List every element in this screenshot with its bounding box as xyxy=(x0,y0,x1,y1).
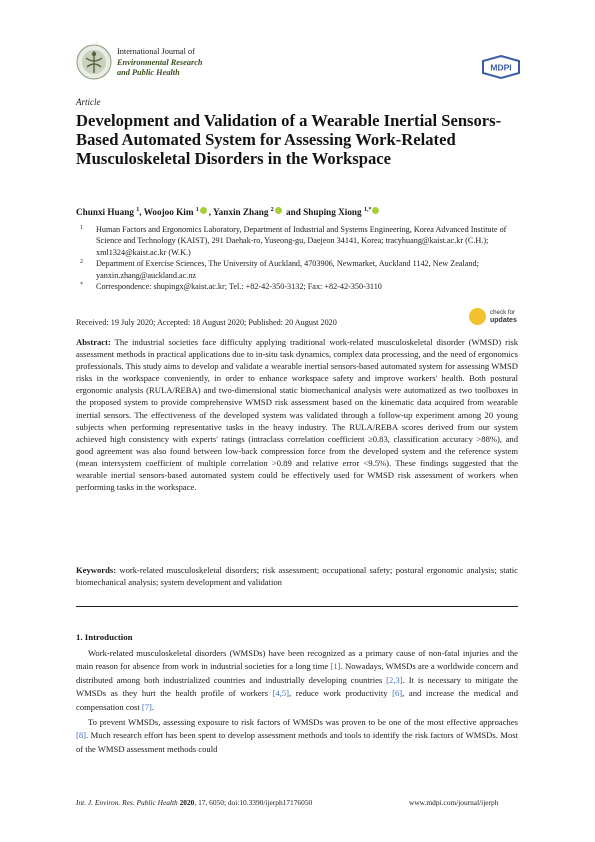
affiliation-number: 2 xyxy=(80,259,83,266)
journal-name-line2: Environmental Research xyxy=(117,57,203,67)
paragraph-text: Work-related musculoskeletal disorders (WMSDs) have been recognized as a primary cause of non-fatal injuries and the main reason for absence from work in industrial societies for a long time xyxy=(76,648,518,672)
orcid-icon[interactable] xyxy=(372,207,379,214)
section-divider xyxy=(76,606,518,607)
author-name[interactable]: Shuping Xiong xyxy=(303,207,362,218)
author-affil-sup: 1 xyxy=(195,207,199,213)
affiliation-number: 1 xyxy=(80,225,83,231)
footer-url[interactable]: www.mdpi.com/journal/ijerph xyxy=(409,798,499,807)
citation-link[interactable]: [8] xyxy=(76,730,87,741)
paragraph-text: . xyxy=(151,701,155,712)
journal-logo-icon xyxy=(76,44,112,80)
keywords-label: Keywords: xyxy=(76,565,117,575)
orcid-icon[interactable] xyxy=(200,207,207,214)
author-affil-sup: 1,* xyxy=(363,207,372,213)
author-separator: , xyxy=(139,207,142,218)
keywords xyxy=(76,564,518,588)
paragraph xyxy=(76,716,518,756)
check-updates-line2: updates xyxy=(490,317,517,324)
affiliations xyxy=(80,224,525,292)
author-name[interactable]: Yanxin Zhang xyxy=(213,207,269,218)
citation-link[interactable]: [2,3] xyxy=(386,674,403,685)
check-updates-line1: check for xyxy=(490,309,516,316)
affiliation-item xyxy=(80,224,525,258)
paragraph xyxy=(76,647,518,714)
citation-link[interactable]: [6] xyxy=(392,688,403,699)
introduction-body xyxy=(76,647,518,758)
paragraph-text: , reduce work productivity xyxy=(289,688,393,699)
author-name[interactable]: Chunxi Huang xyxy=(76,207,134,218)
citation-link[interactable]: [4,5] xyxy=(272,688,290,699)
correspondence-text: Correspondence: shupingx@kaist.ac.kr; Tel.: +82-42-350-3132; Fax: +82-42-350-3110 xyxy=(96,282,382,292)
abstract-label: Abstract: xyxy=(76,337,111,347)
footer-citation xyxy=(76,798,312,807)
author-affil-sup: 1 xyxy=(136,207,140,213)
article-type: Article xyxy=(76,97,101,107)
footer-year: 2020 xyxy=(179,798,195,807)
paragraph-text: To prevent WMSDs, assessing exposure to risk factors of WMSDs was proven to be one of the most effective approaches xyxy=(88,717,518,728)
paragraph-text: . Nowadays, WMSDs are a worldwide concern and distributed among both industrialized countries and industrially developing countries xyxy=(76,661,519,685)
affiliation-text: Human Factors and Ergonomics Laboratory, Department of Industrial and Systems Engineering, Korea Advanced Institute of Science and Technology (KAIST), 291 Daehak-ro, Yuseong-gu, Daejeon 34141, Korea; tracyhuang@kaist.ac.kr (C.H.); xml1324@kaist.ac.kr (W.K.) xyxy=(96,225,507,257)
keywords-text: work-related musculoskeletal disorders; risk assessment; occupational safety; postural ergonomic analysis; static biomechanical analysis; system development and validation xyxy=(76,565,518,588)
journal-name xyxy=(117,47,203,79)
author-affil-sup: 2 xyxy=(270,207,274,213)
author-list xyxy=(76,207,381,217)
section-heading: 1. Introduction xyxy=(76,632,133,642)
footer-volume-doi[interactable]: , 17, 6050; doi:10.3390/ijerph17176050 xyxy=(194,798,313,807)
paragraph-text: . It is necessary to mitigate the WMSDs as they hurt the health profile of workers xyxy=(76,674,518,699)
paper-title: Development and Validation of a Wearable Inertial Sensors-Based Automated System for Assessing Work-Related Musculoskeletal Disorders in the Workspace xyxy=(76,111,502,168)
affiliation-number: * xyxy=(80,282,83,289)
paragraph-text: . Much research effort has been spent to develop assessment methods and tools to identify the risk factors of WMSDs. Most of the WMSD assessment methods could xyxy=(76,730,518,754)
affiliation-item xyxy=(80,258,525,281)
journal-name-line1: International Journal of xyxy=(117,47,195,56)
journal-name-line3: and Public Health xyxy=(117,68,180,77)
mdpi-logo-text: MDPI xyxy=(490,62,512,73)
check-updates-icon xyxy=(469,308,486,325)
citation-link[interactable]: [7] xyxy=(141,701,152,712)
publication-dates: Received: 19 July 2020; Accepted: 18 August 2020; Published: 20 August 2020 xyxy=(76,318,337,327)
affiliation-text: Department of Exercise Sciences, The University of Auckland, 4703906, Newmarket, Auckland 1142, New Zealand; yanxin.zhang@auckland.ac.nz xyxy=(96,259,479,280)
paragraph-text: , and increase the medical and compensation cost xyxy=(76,688,518,712)
check-for-updates-badge[interactable] xyxy=(469,306,525,328)
abstract-text: The industrial societies face difficulty applying traditional work-related musculoskeletal disorder (WMSD) risk assessment methods in practical applications due to in-situ task dynamics, complex data processing, and the need of ergonomics professionals. This study aims to develop and validate a wearable inertial sensors-based automated system for assessing WMSD risks in the workspace conveniently, in order to enhance workspace safety and improve workers' health. Both postural ergonomic analysis (RULA/REBA) and two-dimensional static biomechanical analysis were automatized as two toolboxes in the proposed system to provide comprehensive WMSD risk assessment based on the kinematic data acquired from wearable inertial sensors. The effectiveness of the developed system was validated through a follow-up experiment among 20 young subjects when performing representative tasks in the heavy industry. The RULA/REBA scores derived from our system achieved high consistency with experts' ratings (intraclass correlation coefficient ≥0.83, classification accuracy >88%), and good agreement was also found between low-back compression force from the developed system and the reference system (mean intersystem coefficient of multiple correlation >0.89 and relative error <9.5%). These findings suggested that the wearable inertial sensors-based automated system could be effectively used for WMSD risk assessment of workers when performing tasks in the workspace. xyxy=(76,337,518,493)
author-name[interactable]: Woojoo Kim xyxy=(143,207,194,218)
footer-journal: Int. J. Environ. Res. Public Health xyxy=(76,798,178,807)
citation-link[interactable]: [1] xyxy=(330,661,341,672)
orcid-icon[interactable] xyxy=(275,207,282,214)
abstract xyxy=(76,336,518,493)
author-separator: and xyxy=(286,207,301,218)
author-separator: , xyxy=(208,207,212,218)
affiliation-item xyxy=(80,281,525,292)
mdpi-logo-icon xyxy=(481,55,521,79)
